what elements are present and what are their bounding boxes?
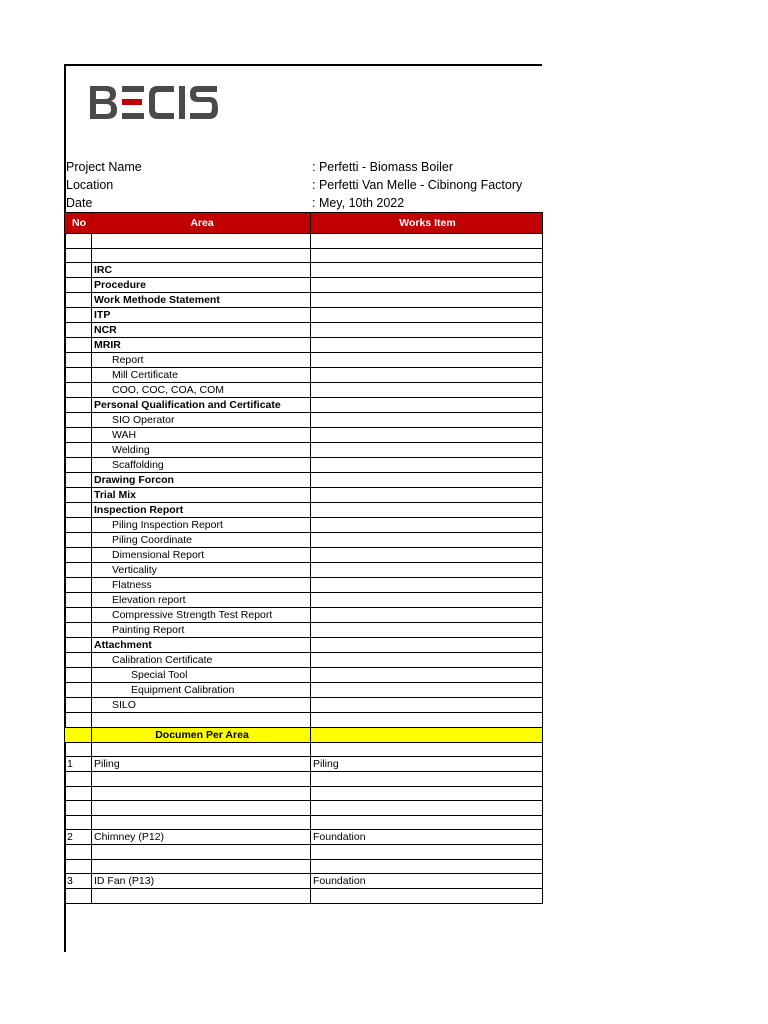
table-row	[65, 859, 543, 874]
table-row	[65, 398, 543, 413]
cell-no[interactable]	[65, 503, 92, 518]
cell-area[interactable]: Calibration Certificate	[92, 653, 311, 668]
cell-no[interactable]	[65, 353, 92, 368]
cell-no[interactable]	[65, 248, 92, 263]
cell-area[interactable]: ITP	[92, 308, 311, 323]
cell-works-item[interactable]	[311, 533, 543, 548]
cell-no[interactable]	[65, 801, 92, 816]
cell-works-item[interactable]	[311, 698, 543, 713]
cell-area[interactable]: Compressive Strength Test Report	[92, 608, 311, 623]
cell-area[interactable]: ID Fan (P13)	[92, 874, 311, 889]
cell-area[interactable]: Piling Inspection Report	[92, 518, 311, 533]
cell-area[interactable]: Piling Coordinate	[92, 533, 311, 548]
table-row	[65, 503, 543, 518]
table-row	[65, 638, 543, 653]
table-header-row	[65, 213, 543, 234]
cell-works-item[interactable]	[311, 683, 543, 698]
cell-works-item[interactable]	[311, 859, 543, 874]
cell-works-item[interactable]	[311, 623, 543, 638]
cell-works-item[interactable]	[311, 323, 543, 338]
cell-works-item[interactable]	[311, 548, 543, 563]
table-row	[65, 889, 543, 904]
cell-area[interactable]: Personal Qualification and Certificate	[92, 398, 311, 413]
cell-works-item[interactable]	[311, 889, 543, 904]
cell-area[interactable]: Dimensional Report	[92, 548, 311, 563]
table-row	[65, 488, 543, 503]
table-row	[65, 293, 543, 308]
cell-no[interactable]	[65, 518, 92, 533]
cell-works-item[interactable]	[311, 845, 543, 860]
table-row	[65, 683, 543, 698]
cell-no[interactable]	[65, 458, 92, 473]
cell-no[interactable]	[65, 638, 92, 653]
cell-no[interactable]	[65, 323, 92, 338]
cell-works-item[interactable]	[311, 428, 543, 443]
cell-works-item[interactable]	[311, 668, 543, 683]
cell-area[interactable]: Painting Report	[92, 623, 311, 638]
table-row	[65, 653, 543, 668]
table-row	[65, 428, 543, 443]
cell-area[interactable]: WAH	[92, 428, 311, 443]
cell-no[interactable]	[65, 443, 92, 458]
table-row	[65, 845, 543, 860]
table-row	[65, 443, 543, 458]
cell-works-item[interactable]	[311, 308, 543, 323]
cell-works-item[interactable]	[311, 653, 543, 668]
table-row	[65, 548, 543, 563]
cell-works-item[interactable]	[311, 278, 543, 293]
table-row	[65, 578, 543, 593]
location-row	[66, 177, 542, 195]
cell-works-item[interactable]	[311, 398, 543, 413]
cell-area[interactable]	[92, 801, 311, 816]
cell-no[interactable]	[65, 815, 92, 830]
table-row	[65, 801, 543, 816]
cell-area[interactable]: Chimney (P12)	[92, 830, 311, 845]
cell-area[interactable]: Report	[92, 353, 311, 368]
cell-works-item[interactable]	[311, 801, 543, 816]
cell-no[interactable]	[65, 278, 92, 293]
cell-works-item[interactable]	[311, 608, 543, 623]
cell-area[interactable]	[92, 815, 311, 830]
cell-no[interactable]: 3	[65, 874, 92, 889]
table-row	[65, 874, 543, 889]
cell-no[interactable]	[65, 533, 92, 548]
table-row	[65, 727, 543, 742]
cell-works-item[interactable]	[311, 578, 543, 593]
cell-no[interactable]: 2	[65, 830, 92, 845]
table-row	[65, 830, 543, 845]
cell-no[interactable]	[65, 563, 92, 578]
table-row	[65, 772, 543, 787]
table-row	[65, 533, 543, 548]
cell-works-item[interactable]	[311, 563, 543, 578]
cell-area[interactable]	[92, 713, 311, 728]
table-row	[65, 308, 543, 323]
cell-works-item[interactable]	[311, 338, 543, 353]
cell-area[interactable]	[92, 772, 311, 787]
cell-works-item[interactable]	[311, 593, 543, 608]
table-row	[65, 473, 543, 488]
cell-works-item[interactable]	[311, 248, 543, 263]
cell-works-item[interactable]	[311, 488, 543, 503]
table-row	[65, 757, 543, 772]
table-row	[65, 353, 543, 368]
cell-area[interactable]	[92, 845, 311, 860]
cell-area[interactable]: COO, COC, COA, COM	[92, 383, 311, 398]
table-row	[65, 518, 543, 533]
table-row	[65, 713, 543, 728]
cell-works-item[interactable]	[311, 503, 543, 518]
cell-works-item[interactable]	[311, 368, 543, 383]
cell-no[interactable]	[65, 308, 92, 323]
cell-no[interactable]: 1	[65, 757, 92, 772]
table-row	[65, 234, 543, 249]
project-name-row	[66, 159, 542, 177]
table-row	[65, 263, 543, 278]
header-works-item: Works Item	[311, 213, 543, 234]
cell-area[interactable]: Inspection Report	[92, 503, 311, 518]
document-table	[64, 212, 543, 904]
cell-works-item[interactable]: Piling	[311, 757, 543, 772]
cell-no[interactable]	[65, 398, 92, 413]
cell-works-item[interactable]	[311, 742, 543, 757]
cell-no[interactable]	[65, 234, 92, 249]
table-row	[65, 413, 543, 428]
table-row	[65, 323, 543, 338]
table-row	[65, 593, 543, 608]
cell-no[interactable]	[65, 742, 92, 757]
cell-works-item[interactable]	[311, 458, 543, 473]
cell-no[interactable]	[65, 698, 92, 713]
cell-area[interactable]: Elevation report	[92, 593, 311, 608]
cell-area[interactable]	[92, 248, 311, 263]
cell-no[interactable]	[65, 713, 92, 728]
cell-works-item[interactable]	[311, 413, 543, 428]
cell-works-item[interactable]	[311, 443, 543, 458]
cell-no[interactable]	[65, 727, 92, 742]
header-area: Area	[92, 213, 311, 234]
cell-works-item[interactable]: Foundation	[311, 874, 543, 889]
cell-works-item[interactable]	[311, 293, 543, 308]
table-row	[65, 608, 543, 623]
cell-works-item[interactable]	[311, 772, 543, 787]
location-value: : Perfetti Van Melle - Cibinong Factory	[312, 178, 523, 192]
table-row	[65, 668, 543, 683]
date-label: Date	[66, 196, 93, 210]
cell-no[interactable]	[65, 859, 92, 874]
table-row	[65, 248, 543, 263]
cell-area[interactable]: Mill Certificate	[92, 368, 311, 383]
cell-area[interactable]: IRC	[92, 263, 311, 278]
cell-area[interactable]	[92, 742, 311, 757]
cell-no[interactable]	[65, 786, 92, 801]
cell-no[interactable]	[65, 428, 92, 443]
cell-area[interactable]: Special Tool	[92, 668, 311, 683]
cell-area[interactable]: Procedure	[92, 278, 311, 293]
cell-no[interactable]	[65, 608, 92, 623]
table-row	[65, 742, 543, 757]
cell-area[interactable]: Scaffolding	[92, 458, 311, 473]
cell-area[interactable]: Attachment	[92, 638, 311, 653]
cell-area[interactable]: Trial Mix	[92, 488, 311, 503]
cell-no[interactable]	[65, 653, 92, 668]
project-name-value: : Perfetti - Biomass Boiler	[312, 160, 454, 174]
cell-no[interactable]	[65, 578, 92, 593]
table-row	[65, 368, 543, 383]
cell-area[interactable]	[92, 234, 311, 249]
cell-area[interactable]: Flatness	[92, 578, 311, 593]
cell-works-item[interactable]	[311, 353, 543, 368]
date-value: : Mey, 10th 2022	[312, 196, 405, 210]
table-row	[65, 278, 543, 293]
cell-area[interactable]: Work Methode Statement	[92, 293, 311, 308]
cell-works-item[interactable]	[311, 638, 543, 653]
table-row	[65, 563, 543, 578]
table-row	[65, 338, 543, 353]
cell-no[interactable]	[65, 473, 92, 488]
cell-area[interactable]: Documen Per Area	[92, 727, 311, 742]
cell-area[interactable]: Verticality	[92, 563, 311, 578]
cell-no[interactable]	[65, 488, 92, 503]
project-name-label: Project Name	[66, 160, 142, 174]
cell-works-item[interactable]: Foundation	[311, 830, 543, 845]
table-row	[65, 383, 543, 398]
cell-no[interactable]	[65, 338, 92, 353]
becis-logo	[88, 84, 220, 122]
date-row	[66, 195, 542, 213]
cell-no[interactable]	[65, 845, 92, 860]
cell-no[interactable]	[65, 293, 92, 308]
cell-no[interactable]	[65, 263, 92, 278]
cell-works-item[interactable]	[311, 727, 543, 742]
cell-no[interactable]	[65, 368, 92, 383]
cell-area[interactable]: Equipment Calibration	[92, 683, 311, 698]
becis-logo-icon	[88, 84, 220, 122]
cell-works-item[interactable]	[311, 263, 543, 278]
table-row	[65, 698, 543, 713]
cell-works-item[interactable]	[311, 473, 543, 488]
cell-no[interactable]	[65, 683, 92, 698]
cell-area[interactable]: NCR	[92, 323, 311, 338]
cell-area[interactable]: Welding	[92, 443, 311, 458]
table-row	[65, 458, 543, 473]
cell-works-item[interactable]	[311, 713, 543, 728]
cell-works-item[interactable]	[311, 786, 543, 801]
cell-area[interactable]: Drawing Forcon	[92, 473, 311, 488]
cell-no[interactable]	[65, 548, 92, 563]
cell-no[interactable]	[65, 623, 92, 638]
cell-area[interactable]: Piling	[92, 757, 311, 772]
cell-no[interactable]	[65, 383, 92, 398]
cell-area[interactable]: SILO	[92, 698, 311, 713]
cell-area[interactable]	[92, 859, 311, 874]
header-no: No	[65, 213, 92, 234]
cell-area[interactable]: SIO Operator	[92, 413, 311, 428]
cell-no[interactable]	[65, 413, 92, 428]
cell-no[interactable]	[65, 889, 92, 904]
location-label: Location	[66, 178, 114, 192]
cell-no[interactable]	[65, 772, 92, 787]
table-row	[65, 815, 543, 830]
cell-works-item[interactable]	[311, 815, 543, 830]
cell-area[interactable]	[92, 786, 311, 801]
cell-no[interactable]	[65, 593, 92, 608]
cell-works-item[interactable]	[311, 234, 543, 249]
cell-works-item[interactable]	[311, 383, 543, 398]
cell-area[interactable]	[92, 889, 311, 904]
table-row	[65, 786, 543, 801]
cell-area[interactable]: MRIR	[92, 338, 311, 353]
table-row	[65, 623, 543, 638]
cell-no[interactable]	[65, 668, 92, 683]
cell-works-item[interactable]	[311, 518, 543, 533]
